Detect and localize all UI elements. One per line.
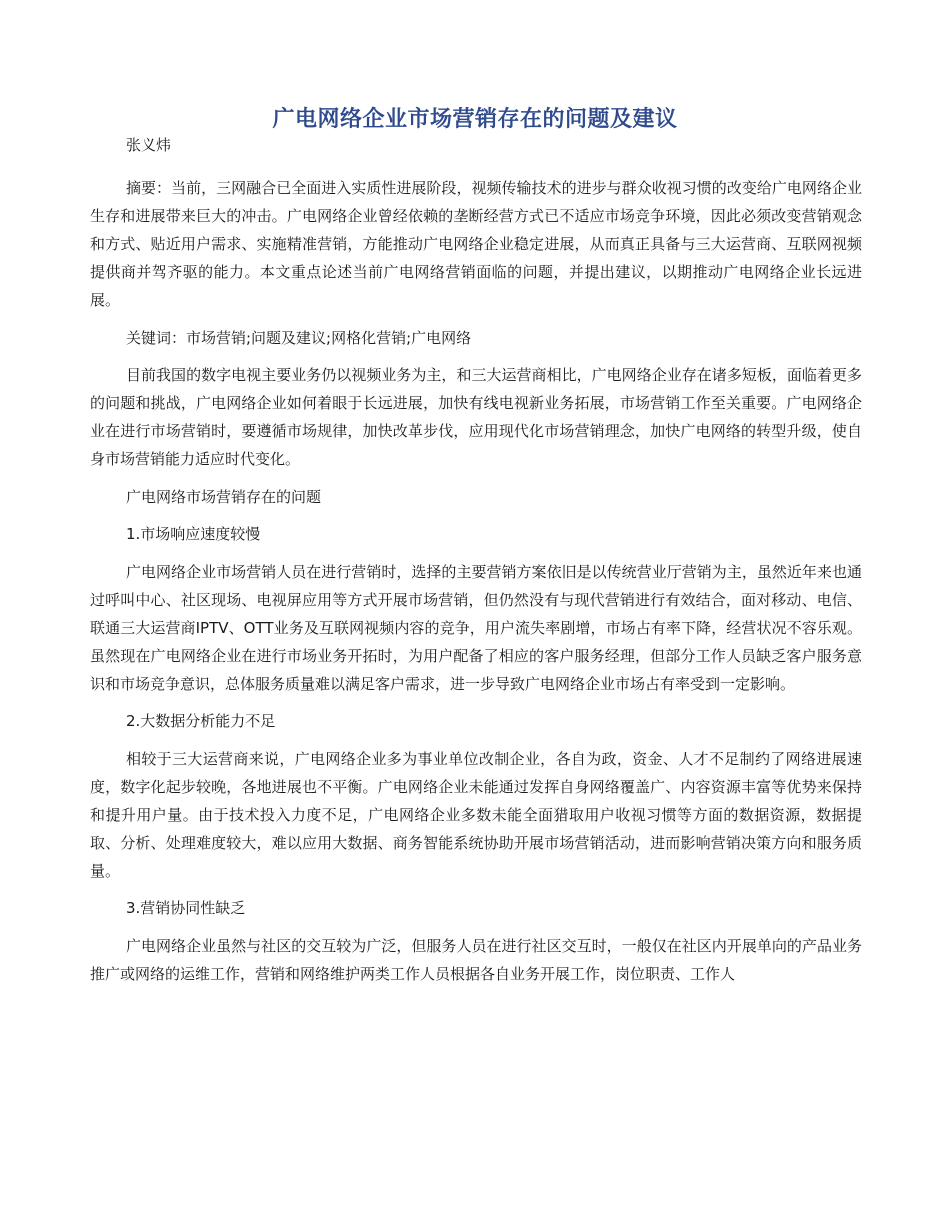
paper-title: 广电网络企业市场营销存在的问题及建议 xyxy=(272,107,678,132)
author-name: 张义炜 xyxy=(126,136,172,154)
paper-body xyxy=(90,174,862,997)
intro-paragraph: 目前我国的数字电视主要业务仍以视频业务为主，和三大运营商相比，广电网络企业存在诸多短板，面临着更多的问题和挑战，广电网络企业如何着眼于长远进展，加快有线电视新业务拓展，市场营销工作至关重要。广电网络企业在进行市场营销时，要遵循市场规律，加快改革步伐，应用现代化市场营销理念，加快广电网络的转型升级，使自身市场营销能力适应时代变化。 xyxy=(90,366,862,468)
subsection-heading-3: 3.营销协同性缺乏 xyxy=(126,899,246,917)
subsection-heading-2: 2.大数据分析能力不足 xyxy=(126,712,276,730)
subsection-paragraph-2: 相较于三大运营商来说，广电网络企业多为事业单位改制企业，各自为政，资金、人才不足制约了网络进展速度，数字化起步较晚，各地进展也不平衡。广电网络企业未能通过发挥自身网络覆盖广、内容资源丰富等优势来保持和提升用户量。由于技术投入力度不足，广电网络企业多数未能全面猎取用户收视习惯等方面的数据资源，数据提取、分析、处理难度较大，难以应用大数据、商务智能系统协助开展市场营销活动，进而影响营销决策方向和服务质量。 xyxy=(90,749,862,880)
abstract-paragraph: 摘要：当前，三网融合已全面进入实质性进展阶段，视频传输技术的进步与群众收视习惯的改变给广电网络企业生存和进展带来巨大的冲击。广电网络企业曾经依赖的垄断经营方式已不适应市场竞争环境，因此必须改变营销观念和方式、贴近用户需求、实施精准营销，方能推动广电网络企业稳定进展，从而真正具备与三大运营商、互联网视频提供商并驾齐驱的能力。本文重点论述当前广电网络营销面临的问题，并提出建议，以期推动广电网络企业长远进展。 xyxy=(90,179,862,309)
subsection-heading-1: 1.市场响应速度较慢 xyxy=(126,525,261,543)
subsection-paragraph-3: 广电网络企业虽然与社区的交互较为广泛，但服务人员在进行社区交互时，一般仅在社区内开展单向的产品业务推广或网络的运维工作，营销和网络维护两类工作人员根据各自业务开展工作，岗位职责、工作人 xyxy=(90,936,862,983)
section-heading: 广电网络市场营销存在的问题 xyxy=(126,487,322,506)
keywords-line: 关键词：市场营销;问题及建议;网格化营销;广电网络 xyxy=(126,328,472,347)
subsection-paragraph-1: 广电网络企业市场营销人员在进行营销时，选择的主要营销方案依旧是以传统营业厅营销为主，虽然近年来也通过呼叫中心、社区现场、电视屏应用等方式开展市场营销，但仍然没有与现代营销进行有效结合，面对移动、电信、联通三大运营商IPTV、OTT业务及互联网视频内容的竞争，用户流失率剧增，市场占有率下降，经营状况不容乐观。虽然现在广电网络企业在进行市场业务开拓时，为用户配备了相应的客户服务经理，但部分工作人员缺乏客户服务意识和市场竞争意识，总体服务质量难以满足客户需求，进一步导致广电网络企业市场占有率受到一定影响。 xyxy=(90,562,862,693)
